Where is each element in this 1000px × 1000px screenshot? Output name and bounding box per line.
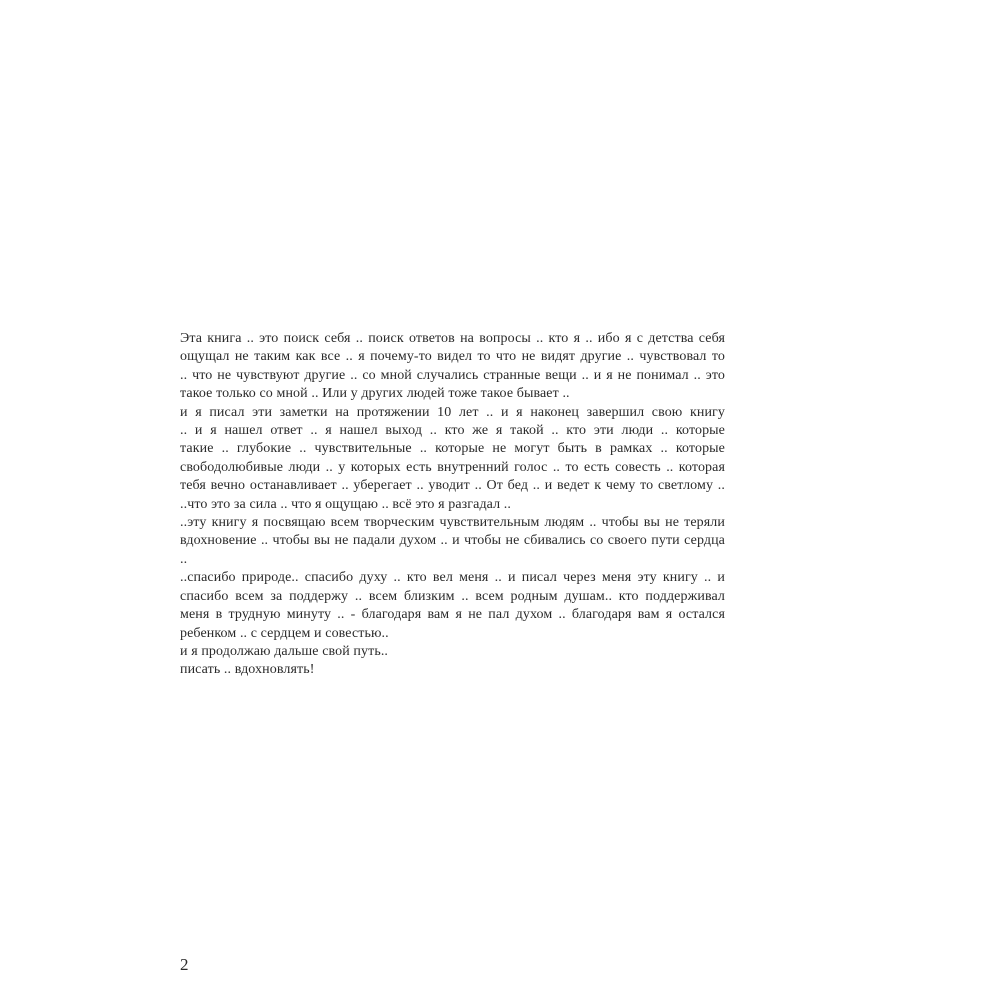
text-line: ..эту книгу я посвящаю всем творческим чувствительным людям .. чтобы вы не теряли bbox=[180, 515, 725, 531]
text-line: и я продолжаю дальше свой путь.. bbox=[180, 643, 389, 659]
text-line: .. что не чувствуют другие .. со мной случались странные вещи .. и я не понимал .. это bbox=[180, 367, 725, 383]
page-number: 2 bbox=[180, 955, 189, 974]
text-line: ..что это за сила .. что я ощущаю .. всё это я разгадал .. bbox=[180, 496, 511, 512]
text-line: свободолюбивые люди .. у которых есть внутренний голос .. то есть совесть .. которая bbox=[180, 459, 725, 475]
text-line: и я писал эти заметки на протяжении 10 лет .. и я наконец завершил свою книгу bbox=[180, 404, 725, 420]
text-line: меня в трудную минуту .. - благодаря вам я не пал духом .. благодаря вам я остался bbox=[180, 607, 725, 623]
body-text bbox=[180, 330, 725, 680]
text-line: такие .. глубокие .. чувствительные .. которые не могут быть в рамках .. которые bbox=[180, 441, 725, 457]
text-line: ощущал не таким как все .. я почему-то видел то что не видят другие .. чувствовал то bbox=[180, 349, 725, 365]
text-line: вдохновение .. чтобы вы не падали духом .. и чтобы не сбивались со своего пути сердца bbox=[180, 533, 725, 549]
text-line: писать .. вдохновлять! bbox=[180, 662, 315, 678]
text-line: спасибо всем за поддержу .. всем близким .. всем родным душам.. кто поддерживал bbox=[180, 588, 725, 604]
text-line: .. bbox=[180, 551, 188, 567]
text-line: Эта книга .. это поиск себя .. поиск ответов на вопросы .. кто я .. ибо я с детства себя bbox=[180, 331, 725, 346]
text-line: тебя вечно останавливает .. уберегает .. уводит .. От бед .. и ведет к чему то светлому .. bbox=[180, 478, 725, 494]
text-line: .. и я нашел ответ .. я нашел выход .. кто же я такой .. кто эти люди .. которые bbox=[180, 423, 725, 439]
text-line: такое только со мной .. Или у других людей тоже такое бывает .. bbox=[180, 386, 570, 402]
text-line: ..спасибо природе.. спасибо духу .. кто вел меня .. и писал через меня эту книгу .. и bbox=[180, 570, 725, 586]
text-line: ребенком .. с сердцем и совестью.. bbox=[180, 625, 389, 641]
